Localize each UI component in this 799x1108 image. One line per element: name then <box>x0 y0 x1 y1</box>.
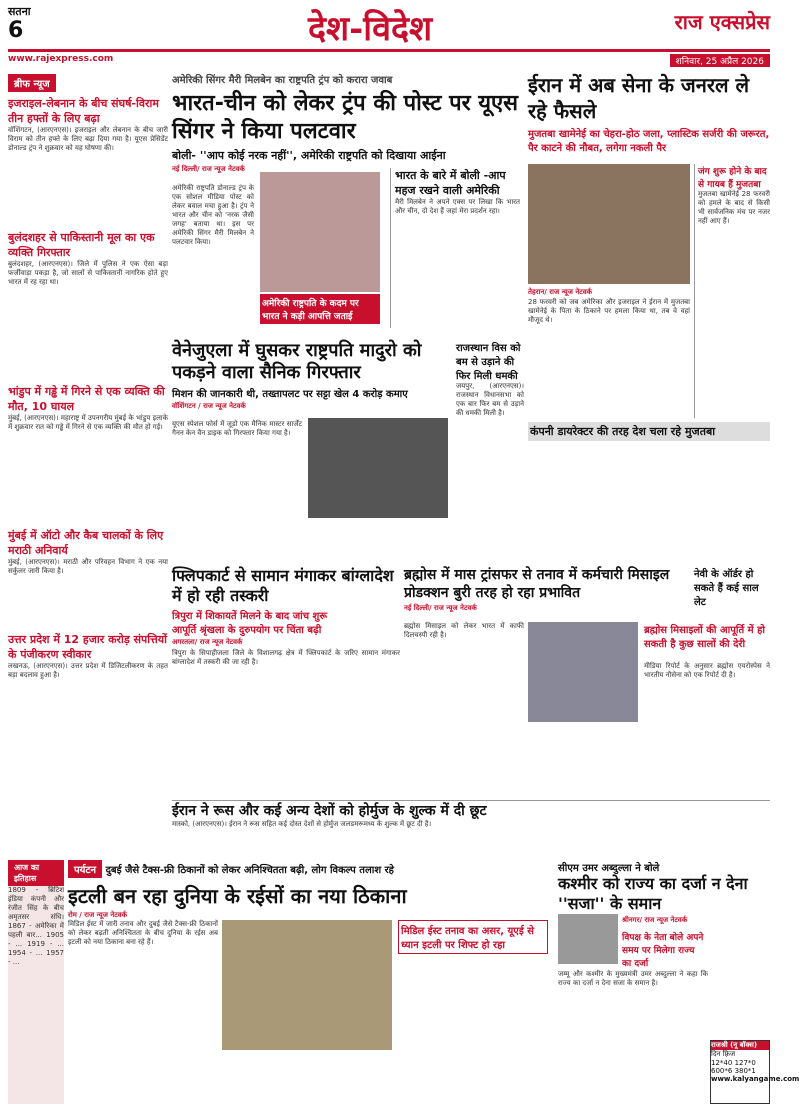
kalyan-site[interactable]: www.kalyangame.com <box>711 1075 799 1083</box>
venezuela-headline: वेनेजुएला में घुसकर राष्ट्रपति मादुरो को पकड़ने वाला सैनिक गिरफ्तार <box>172 340 422 383</box>
kashmir-headline: कश्मीर को राज्य का दर्जा न देना ''सजा'' के समान <box>558 874 748 913</box>
lead-photo-caption: अमेरिकी राष्ट्रपति के कदम पर भारत ने कड़ी आपत्ति जताई <box>260 294 380 324</box>
italy-kicker: पर्यटन <box>68 860 102 878</box>
rajasthan-text: जयपुर, (आरएनएस)। राजस्थान विधानसभा को एक बार फिर बम से उड़ाने की धमकी मिली है। <box>456 382 524 417</box>
brahmos-red-head: ब्रह्मोस मिसाइलों की आपूर्ति में हो सकती है कुछ सालों की देरी <box>644 625 766 650</box>
venezuela-deck: मिशन की जानकारी थी, तख्तापलट पर सट्टा खेल 4 करोड़ कमाए <box>172 389 408 400</box>
brahmos-navy-box: नेवी के ऑर्डर हो सकते हैं कई साल लेट <box>694 569 759 608</box>
italy-photo <box>222 920 392 1050</box>
brief-5-headline: उत्तर प्रदेश में 12 हजार करोड़ संपत्तियों के पंजीकरण स्वीकार <box>8 633 167 661</box>
history-title: आज का इतिहास <box>8 860 64 886</box>
lead-sidebar <box>390 168 520 328</box>
kalyan-table-title: राजश्री (नू बॉक्स) <box>711 1041 769 1050</box>
kalyan-row: 600*6 380*1 <box>711 1067 756 1075</box>
lead-deck: बोली- ''आप कोई नरक नहीं'', अमेरिकी राष्ट्रपति को दिखाया आईना <box>172 149 446 162</box>
kalyan-row: 12*40 127*0 <box>711 1059 756 1067</box>
brahmos-byline: नई दिल्ली/ राज न्यूज नेटवर्क <box>404 604 477 612</box>
lead-headline: भारत-चीन को लेकर ट्रंप की पोस्ट पर यूएस सिंगर ने किया पलटवार <box>172 91 519 144</box>
iran-photo <box>528 164 690 284</box>
history-text: 1809 - ब्रिटिश इंडिया कंपनी और रंजीत सिंह के बीच अमृतसर संधि। 1867 - अमेरिका में पहली बार... 1905 - ... 1919 - ... 1954 - ... 1957 - ... <box>8 886 64 966</box>
hormuz-text: मास्को, (आरएनएस)। ईरान ने रूस सहित कई दोस्त देशों से होर्मुज जलडमरूमध्य के शुल्क में छूट दी है। <box>172 820 432 828</box>
iran-deck: मुजतबा खामेनेई का चेहरा-होठ जला, प्लास्टिक सर्जरी की जरूरत, पैर काटने की नौबत, लगेगा नकली पैर <box>528 129 770 154</box>
brief-2-text: बुलंदशहर, (आरएनएस)। जिले में पुलिस ने एक ऐसा बड़ा फर्जीवाड़ा पकड़ा है, जो सालों से पाकिस्तानी नागरिक होते हुए भारत में रह रहा था। <box>8 260 168 286</box>
kashmir-byline: श्रीनगर/ राज न्यूज नेटवर्क <box>622 916 688 924</box>
kalyan-table <box>710 1040 799 1104</box>
lead-photo <box>260 172 380 292</box>
rajasthan-headline: राजस्थान विस को बम से उड़ाने की फिर मिली धमकी <box>456 343 521 382</box>
side-text: मैरी मिलबेन ने अपने एक्स पर लिखा कि भारत और चीन, दो देश हैं जहां मेरा प्रदर्शन रहा। <box>395 198 520 215</box>
brahmos-story <box>404 566 770 796</box>
flipkart-byline: अगरतला/ राज न्यूज नेटवर्क <box>172 638 243 646</box>
venezuela-story <box>172 340 452 560</box>
flipkart-headline: फ्लिपकार्ट से सामान मंगाकर बांग्लादेश में हो रही तस्करी <box>172 566 394 605</box>
page-label: सतना <box>8 5 31 18</box>
lead-text: अमेरिकी राष्ट्रपति डोनाल्ड ट्रंप के एक सोशल मीडिया पोस्ट को लेकर बवाल मचा हुआ है। ट्रंप ने भारत और चीन को 'नरक जैसी जगह' बताया था। इस पर अमेरिकी सिंगर मैरी मिलबेन ने पलटवार किया। <box>172 184 254 246</box>
venezuela-byline: वॉशिंगटन / राज न्यूज नेटवर्क <box>172 402 246 410</box>
brief-4-text: मुंबई, (आरएनएस)। मराठी और परिवहन विभाग ने एक नया सर्कुलर जारी किया है। <box>8 558 168 575</box>
lead-byline: नई दिल्ली/ राज न्यूज नेटवर्क <box>172 165 245 173</box>
venezuela-text: यूएस स्पेशल फोर्स में जूडो एक मैनिक मास्टर सार्जेंट गैनन केन वैन डाइक को गिरफ्तार किया गया है। <box>172 420 302 437</box>
iran-caption: तेहरान/ राज न्यूज नेटवर्क <box>528 288 593 296</box>
brief-4-headline: मुंबई में ऑटो और कैब चालकों के लिए मराठी अनिवार्य <box>8 529 164 557</box>
italy-byline: रोम / राज न्यूज नेटवर्क <box>68 911 128 919</box>
history-box <box>8 860 64 1104</box>
masthead <box>8 4 770 52</box>
kashmir-pre: सीएम उमर अब्दुल्ला ने बोले <box>558 863 660 874</box>
edition-date: शनिवार, 25 अप्रैल 2026 <box>670 54 770 67</box>
brahmos-headline: ब्रह्मोस में मास ट्रांसफर से तनाव में कर्मचारी मिसाइल प्रोडक्शन बुरी तरह हो रहा प्रभावित <box>404 567 670 601</box>
hormuz-story <box>172 800 770 854</box>
page-number: 6 <box>8 18 24 43</box>
brief-3-text: मुंबई, (आरएनएस)। महाराष्ट्र में उपनगरीय मुंबई के भांडुप इलाके में शुक्रवार रात को गड्ढे में गिरने से एक व्यक्ति की मौत हो गई। <box>8 414 168 431</box>
brief-2-headline: बुलंदशहर से पाकिस्तानी मूल का एक व्यक्ति गिरफ्तार <box>8 231 155 259</box>
italy-text: मिडिल ईस्ट में जारी तनाव और दुबई जैसे टैक्स-फ्री ठिकानों को लेकर बढ़ती अनिश्चितता के बीच दुनिया के रईस अब इटली को नया ठिकाना बना रहे हैं। <box>68 920 218 946</box>
sub-header <box>8 54 770 68</box>
venezuela-photo <box>308 418 448 518</box>
brahmos-photo <box>528 622 638 722</box>
brand-logo: राज एक्सप्रेस <box>674 10 770 34</box>
iran-text: 28 फरवरी को जब अमेरिका और इजराइल ने ईरान में मुजतबा खामेनेई के पिता के ठिकाने पर हमला किया था, तब वे वहां मौजूद थे। <box>528 298 690 324</box>
italy-pre-head: दुबई जैसे टैक्स-फ्री ठिकानों को लेकर अनिश्चितता बढ़ी, लोग विकल्प तलाश रहे <box>105 865 394 876</box>
kalyan-row: दिन फ़्रिज <box>711 1050 736 1058</box>
iran-side-text: मुजतबा खामेनेई 28 फरवरी को हमले के बाद से किसी भी सार्वजनिक मंच पर नजर नहीं आए हैं। <box>698 190 770 225</box>
brief-news-column <box>8 72 168 792</box>
italy-story <box>68 860 554 1104</box>
flipkart-story <box>172 566 400 796</box>
brief-3-headline: भांडुप में गड्ढे में गिरने से एक व्यक्ति की मौत, 10 घायल <box>8 385 165 413</box>
rajasthan-story <box>456 340 524 560</box>
italy-headline: इटली बन रहा दुनिया के रईसों का नया ठिकाना <box>68 884 407 908</box>
brief-5-text: लखनऊ, (आरएनएस)। उत्तर प्रदेश में डिजिटलीकरण के तहत बड़ा बदलाव हुआ है। <box>8 662 168 679</box>
side-headline: भारत के बारे में बोली -आप महज रखने वाली अमेरिकी <box>395 169 506 197</box>
kashmir-quote: विपक्ष के नेता बोले अपने समय पर मिलेगा राज्य का दर्जा <box>622 933 704 969</box>
iran-ship-headline: कंपनी डायरेक्टर की तरह देश चला रहे मुजतबा <box>528 422 770 441</box>
brief-news-kicker: ब्रीफ न्यूज <box>8 74 56 92</box>
hormuz-headline: ईरान ने रूस और कई अन्य देशों को होर्मुज के शुल्क में दी छूट <box>172 803 487 819</box>
kashmir-text: जम्मू और कश्मीर के मुख्यमंत्री उमर अब्दुल्ला ने कहा कि राज्य का दर्जा न देना सजा के समान है। <box>558 970 708 987</box>
brief-1-headline: इजराइल-लेबनान के बीच संघर्ष-विराम तीन हफ्तों के लिए बढ़ा <box>8 97 159 125</box>
iran-headline: ईरान में अब सेना के जनरल ले रहे फैसले <box>528 73 750 123</box>
iran-side-head: जंग शुरू होने के बाद से गायब हैं मुजतबा <box>698 167 767 190</box>
italy-box: मिडिल ईस्ट तनाव का असर, यूएई से ध्यान इटली पर शिफ्ट हो रहा <box>398 920 548 954</box>
site-url[interactable]: www.rajexpress.com <box>8 54 114 64</box>
section-title: देश-विदेश <box>308 9 433 49</box>
iran-story <box>528 72 770 452</box>
kashmir-story <box>558 860 799 1104</box>
flipkart-sub2: आपूर्ति श्रृंखला के दुरुपयोग पर चिंता बढ़ी <box>172 625 322 636</box>
lead-story <box>172 72 524 334</box>
lead-pre-head: अमेरिकी सिंगर मैरी मिलबेन का राष्ट्रपति ट्रंप को करारा जवाब <box>172 75 393 86</box>
flipkart-sub1: त्रिपुरा में शिकायतें मिलने के बाद जांच शुरू <box>172 611 328 622</box>
iran-sidebar <box>694 164 770 418</box>
brahmos-text: ब्रह्मोस मिसाइल को लेकर भारत में काफी दिलचस्पी रही है। <box>404 622 524 639</box>
flipkart-text: त्रिपुरा के सिपाहीजला जिले के विशालगढ़ क्षेत्र में फ्लिपकार्ट के जरिए सामान मंगाकर बांग्लादेश में तस्करी की जा रही है। <box>172 649 400 666</box>
kashmir-photo <box>558 914 618 964</box>
brief-1-text: वॉशिंगटन, (आरएनएस)। इजराइल और लेबनान के बीच जारी विराम को तीन हफ्ते के लिए बढ़ा दिया गया है। यूएस प्रेसिडेंट डोनाल्ड ट्रंप ने शुक्रवार को यह घोषणा की। <box>8 126 168 152</box>
brahmos-red-text: मीडिया रिपोर्ट के अनुसार ब्रह्मोस एयरोस्पेस ने भारतीय नौसेना को एक रिपोर्ट दी है। <box>644 662 770 679</box>
